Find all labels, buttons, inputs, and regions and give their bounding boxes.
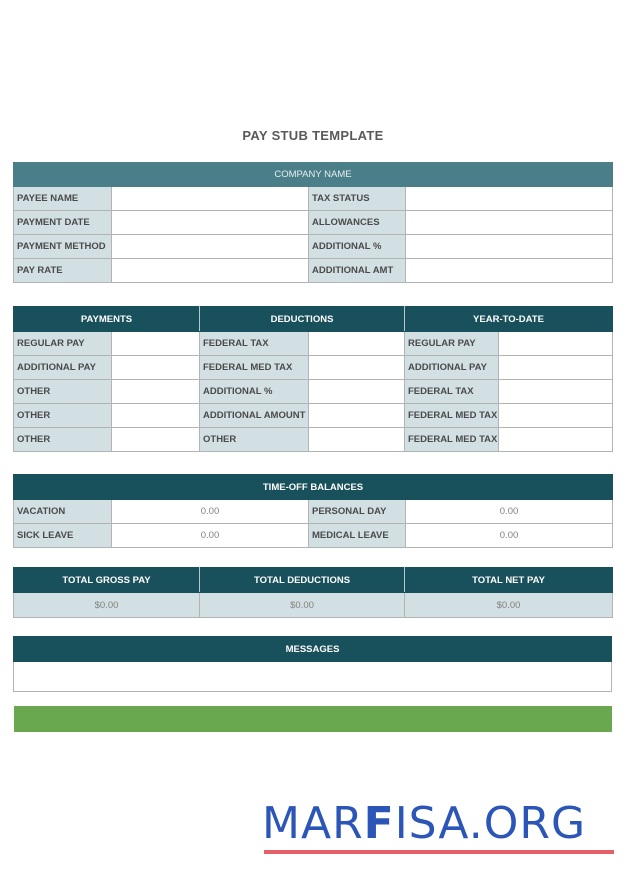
deduction-value-field[interactable] bbox=[309, 380, 405, 404]
table-row bbox=[14, 428, 613, 452]
deduction-value-field[interactable] bbox=[309, 404, 405, 428]
deduction-label: ADDITIONAL % bbox=[200, 380, 309, 404]
deduction-value-field[interactable] bbox=[309, 428, 405, 452]
table-row bbox=[14, 259, 613, 283]
page-title: PAY STUB TEMPLATE bbox=[242, 128, 384, 143]
footer-bar bbox=[14, 706, 612, 732]
year-to-date-header: YEAR-TO-DATE bbox=[405, 307, 613, 332]
allowances-field[interactable] bbox=[406, 211, 613, 235]
medical-leave-field[interactable]: 0.00 bbox=[406, 524, 613, 548]
personal-day-field[interactable]: 0.00 bbox=[406, 500, 613, 524]
watermark-part: F bbox=[363, 798, 395, 849]
ytd-label: FEDERAL MED TAX bbox=[405, 404, 499, 428]
total-net-pay-header: TOTAL NET PAY bbox=[405, 568, 613, 593]
deduction-value-field[interactable] bbox=[309, 356, 405, 380]
table-row bbox=[14, 187, 613, 211]
deduction-label: FEDERAL TAX bbox=[200, 332, 309, 356]
deduction-value-field[interactable] bbox=[309, 332, 405, 356]
medical-leave-label: MEDICAL LEAVE bbox=[309, 524, 406, 548]
watermark-part: MAR bbox=[262, 798, 364, 849]
additional-percent-label: ADDITIONAL % bbox=[309, 235, 406, 259]
watermark-logo bbox=[262, 800, 614, 856]
total-gross-pay-value: $0.00 bbox=[14, 593, 200, 618]
vacation-label: VACATION bbox=[14, 500, 112, 524]
payment-method-label: PAYMENT METHOD bbox=[14, 235, 112, 259]
payment-value-field[interactable] bbox=[112, 380, 200, 404]
total-deductions-value: $0.00 bbox=[200, 593, 405, 618]
additional-amt-label: ADDITIONAL AMT bbox=[309, 259, 406, 283]
payment-label: OTHER bbox=[14, 428, 112, 452]
ytd-label: ADDITIONAL PAY bbox=[405, 356, 499, 380]
time-off-header: TIME-OFF BALANCES bbox=[14, 475, 613, 500]
additional-percent-field[interactable] bbox=[406, 235, 613, 259]
ytd-value-field[interactable] bbox=[499, 356, 613, 380]
payee-name-label: PAYEE NAME bbox=[14, 187, 112, 211]
totals-table bbox=[13, 567, 613, 618]
tax-status-label: TAX STATUS bbox=[309, 187, 406, 211]
sick-leave-label: SICK LEAVE bbox=[14, 524, 112, 548]
time-off-table bbox=[13, 474, 613, 548]
deduction-label: ADDITIONAL AMOUNT bbox=[200, 404, 309, 428]
messages-field[interactable] bbox=[14, 662, 612, 692]
watermark-part: ISA.ORG bbox=[394, 798, 587, 849]
payee-name-field[interactable] bbox=[112, 187, 309, 211]
payment-value-field[interactable] bbox=[112, 356, 200, 380]
payment-method-field[interactable] bbox=[112, 235, 309, 259]
table-row bbox=[14, 332, 613, 356]
total-deductions-header: TOTAL DEDUCTIONS bbox=[200, 568, 405, 593]
ytd-label: FEDERAL TAX bbox=[405, 380, 499, 404]
table-row bbox=[14, 380, 613, 404]
payment-label: OTHER bbox=[14, 404, 112, 428]
personal-day-label: PERSONAL DAY bbox=[309, 500, 406, 524]
payment-value-field[interactable] bbox=[112, 428, 200, 452]
deduction-label: FEDERAL MED TAX bbox=[200, 356, 309, 380]
sick-leave-field[interactable]: 0.00 bbox=[112, 524, 309, 548]
table-row bbox=[14, 235, 613, 259]
company-name-header[interactable]: COMPANY NAME bbox=[14, 163, 613, 187]
watermark-text bbox=[262, 800, 614, 848]
payment-label: REGULAR PAY bbox=[14, 332, 112, 356]
payment-label: OTHER bbox=[14, 380, 112, 404]
ytd-value-field[interactable] bbox=[499, 404, 613, 428]
total-net-pay-value: $0.00 bbox=[405, 593, 613, 618]
table-row bbox=[14, 404, 613, 428]
ytd-value-field[interactable] bbox=[499, 332, 613, 356]
messages-header: MESSAGES bbox=[14, 637, 612, 662]
watermark-underline bbox=[264, 850, 614, 854]
ytd-label: FEDERAL MED TAX bbox=[405, 428, 499, 452]
payment-value-field[interactable] bbox=[112, 404, 200, 428]
payee-info-table bbox=[13, 162, 613, 283]
ytd-value-field[interactable] bbox=[499, 428, 613, 452]
allowances-label: ALLOWANCES bbox=[309, 211, 406, 235]
payments-header: PAYMENTS bbox=[14, 307, 200, 332]
additional-amt-field[interactable] bbox=[406, 259, 613, 283]
payments-table bbox=[13, 306, 613, 452]
table-row bbox=[14, 500, 613, 524]
ytd-label: REGULAR PAY bbox=[405, 332, 499, 356]
table-row bbox=[14, 524, 613, 548]
payment-value-field[interactable] bbox=[112, 332, 200, 356]
tax-status-field[interactable] bbox=[406, 187, 613, 211]
ytd-value-field[interactable] bbox=[499, 380, 613, 404]
pay-rate-label: PAY RATE bbox=[14, 259, 112, 283]
table-row bbox=[14, 593, 613, 618]
vacation-field[interactable]: 0.00 bbox=[112, 500, 309, 524]
payment-date-label: PAYMENT DATE bbox=[14, 211, 112, 235]
deduction-label: OTHER bbox=[200, 428, 309, 452]
messages-table bbox=[13, 636, 612, 692]
payment-label: ADDITIONAL PAY bbox=[14, 356, 112, 380]
deductions-header: DEDUCTIONS bbox=[200, 307, 405, 332]
pay-rate-field[interactable] bbox=[112, 259, 309, 283]
table-row bbox=[14, 356, 613, 380]
payment-date-field[interactable] bbox=[112, 211, 309, 235]
total-gross-pay-header: TOTAL GROSS PAY bbox=[14, 568, 200, 593]
table-row bbox=[14, 211, 613, 235]
